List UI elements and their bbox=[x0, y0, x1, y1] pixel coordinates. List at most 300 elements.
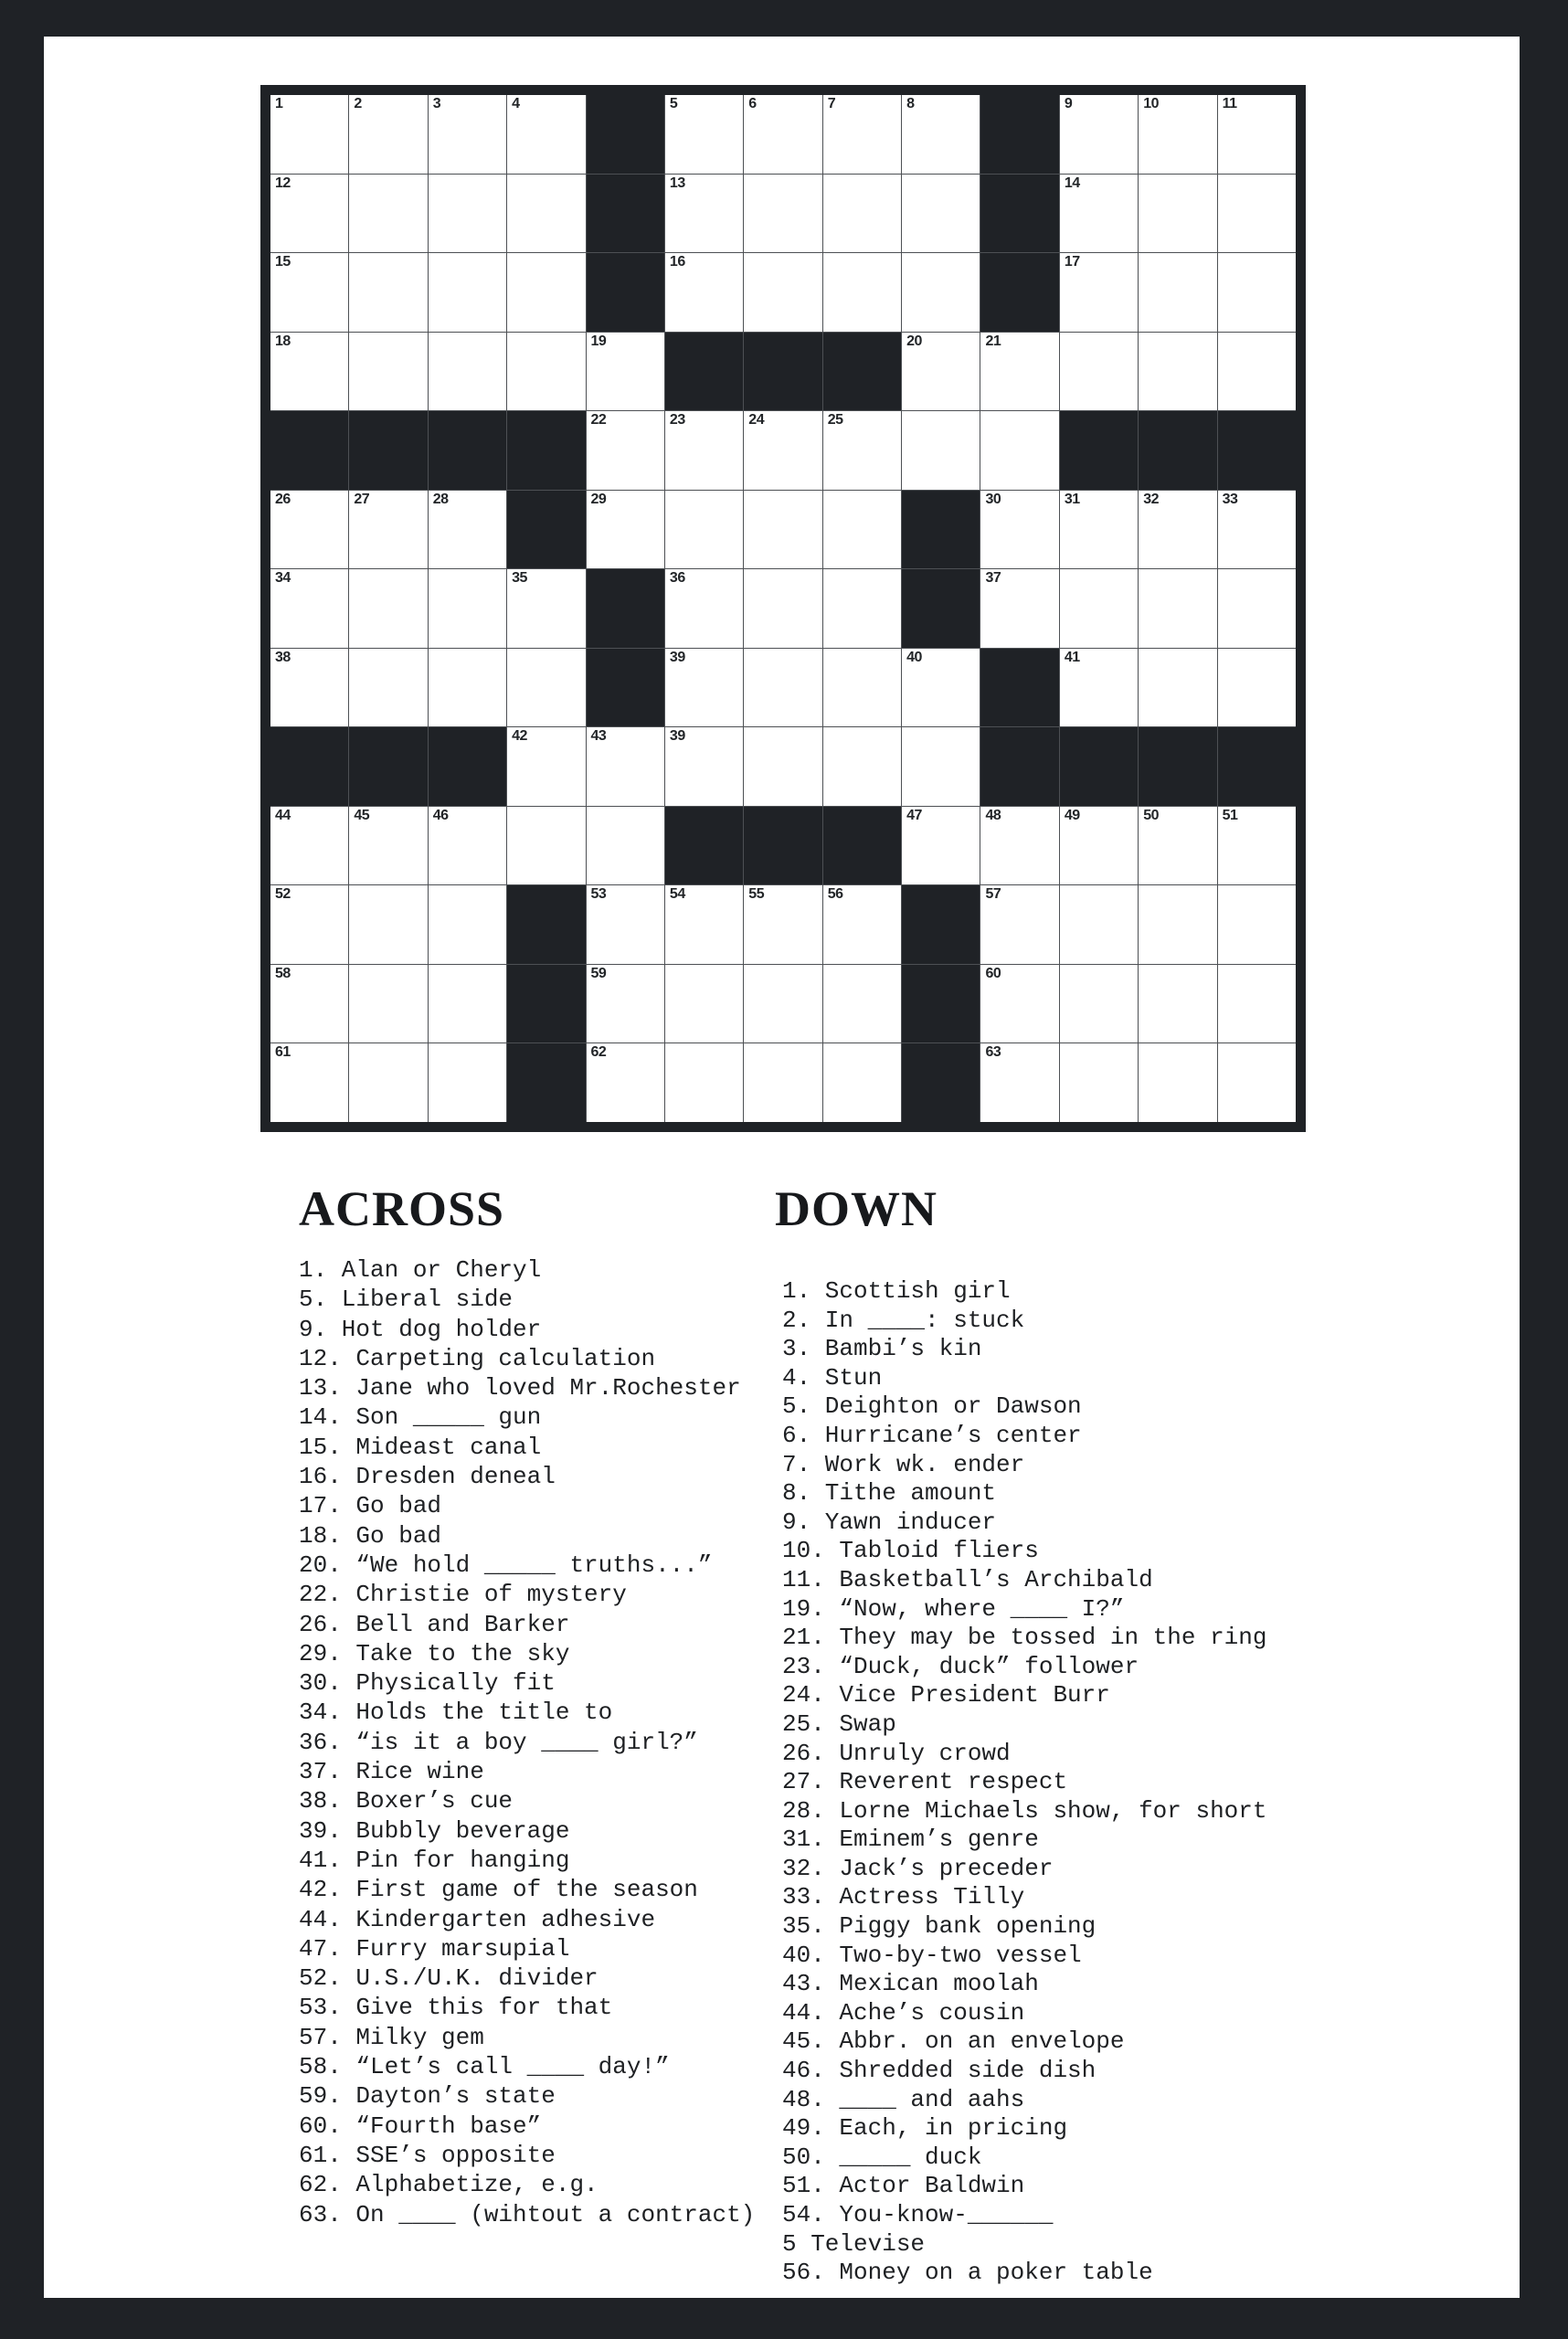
grid-cell[interactable] bbox=[270, 253, 348, 332]
cell-number: 44 bbox=[275, 807, 291, 823]
black-cell bbox=[270, 411, 348, 490]
black-cell bbox=[429, 411, 506, 490]
grid-cell[interactable] bbox=[587, 411, 664, 490]
across-clue: 17. Go bad bbox=[299, 1492, 442, 1520]
black-cell bbox=[507, 965, 585, 1043]
grid-cell[interactable] bbox=[665, 411, 743, 490]
across-clue: 60. “Fourth base” bbox=[299, 2111, 542, 2140]
cell-number: 55 bbox=[748, 886, 765, 903]
down-clue: 49. Each, in pricing bbox=[782, 2114, 1068, 2143]
grid-cell[interactable] bbox=[665, 569, 743, 648]
grid-cell[interactable] bbox=[1218, 95, 1296, 174]
grid-cell[interactable] bbox=[429, 965, 506, 1043]
cell-number: 59 bbox=[590, 965, 607, 981]
grid-cell[interactable] bbox=[349, 253, 427, 332]
down-clue: 43. Mexican moolah bbox=[782, 1970, 1039, 1998]
grid-cell[interactable] bbox=[587, 807, 664, 885]
grid-cell[interactable] bbox=[980, 965, 1058, 1043]
cell-number: 43 bbox=[590, 728, 607, 745]
down-clue: 48. ____ and aahs bbox=[782, 2085, 1025, 2113]
black-cell bbox=[980, 175, 1058, 253]
cell-number: 53 bbox=[590, 886, 607, 903]
cell-number: 7 bbox=[827, 96, 836, 111]
across-clue: 42. First game of the season bbox=[299, 1876, 698, 1904]
across-clue: 47. Furry marsupial bbox=[299, 1934, 570, 1963]
grid-cell[interactable] bbox=[429, 175, 506, 253]
grid-cell[interactable] bbox=[1218, 333, 1296, 411]
across-clue: 39. Bubbly beverage bbox=[299, 1816, 570, 1845]
across-clue: 38. Boxer’s cue bbox=[299, 1787, 514, 1815]
grid-cell[interactable] bbox=[1060, 175, 1138, 253]
cell-number: 62 bbox=[590, 1044, 607, 1061]
across-clue: 26. Bell and Barker bbox=[299, 1610, 570, 1638]
across-clue: 37. Rice wine bbox=[299, 1758, 484, 1786]
grid-cell[interactable] bbox=[744, 1043, 821, 1122]
grid-cell[interactable] bbox=[587, 333, 664, 411]
cell-number: 26 bbox=[275, 491, 291, 507]
grid-cell[interactable] bbox=[349, 95, 427, 174]
cell-number: 17 bbox=[1064, 254, 1080, 270]
across-clue: 63. On ____ (wihtout a contract) bbox=[299, 2200, 756, 2228]
grid-cell[interactable] bbox=[665, 175, 743, 253]
grid-cell[interactable] bbox=[349, 333, 427, 411]
black-cell bbox=[587, 253, 664, 332]
black-cell bbox=[507, 885, 585, 964]
grid-cell[interactable] bbox=[1139, 569, 1216, 648]
grid-cell[interactable] bbox=[1218, 1043, 1296, 1122]
black-cell bbox=[902, 491, 980, 569]
grid-cell[interactable] bbox=[980, 885, 1058, 964]
grid-cell[interactable] bbox=[429, 491, 506, 569]
crossword-grid-cells bbox=[270, 95, 1296, 1122]
grid-cell[interactable] bbox=[507, 727, 585, 806]
black-cell bbox=[980, 727, 1058, 806]
cell-number: 15 bbox=[275, 254, 291, 270]
down-clue: 28. Lorne Michaels show, for short bbox=[782, 1796, 1267, 1825]
grid-cell[interactable] bbox=[587, 1043, 664, 1122]
down-clue: 7. Work wk. ender bbox=[782, 1450, 1025, 1478]
cell-number: 10 bbox=[1143, 96, 1160, 111]
down-clue: 8. Tithe amount bbox=[782, 1479, 997, 1508]
cell-number: 20 bbox=[906, 333, 922, 349]
grid-cell[interactable] bbox=[902, 807, 980, 885]
grid-cell[interactable] bbox=[429, 569, 506, 648]
cell-number: 29 bbox=[590, 491, 607, 507]
grid-cell[interactable] bbox=[587, 727, 664, 806]
grid-cell[interactable] bbox=[1139, 885, 1216, 964]
cell-number: 3 bbox=[432, 96, 441, 111]
across-clue: 36. “is it a boy ____ girl?” bbox=[299, 1728, 698, 1756]
across-heading: ACROSS bbox=[299, 1181, 505, 1236]
grid-cell[interactable] bbox=[902, 253, 980, 332]
grid-cell[interactable] bbox=[744, 649, 821, 727]
grid-cell[interactable] bbox=[980, 333, 1058, 411]
grid-cell[interactable] bbox=[665, 95, 743, 174]
cell-number: 45 bbox=[354, 807, 370, 823]
across-clue: 15. Mideast canal bbox=[299, 1433, 542, 1461]
black-cell bbox=[270, 727, 348, 806]
grid-cell[interactable] bbox=[587, 885, 664, 964]
grid-cell[interactable] bbox=[1060, 333, 1138, 411]
grid-cell[interactable] bbox=[587, 491, 664, 569]
grid-cell[interactable] bbox=[429, 333, 506, 411]
across-clue: 9. Hot dog holder bbox=[299, 1315, 542, 1343]
cell-number: 34 bbox=[275, 570, 291, 587]
grid-cell[interactable] bbox=[270, 965, 348, 1043]
grid-cell[interactable] bbox=[902, 649, 980, 727]
across-clue: 12. Carpeting calculation bbox=[299, 1344, 656, 1372]
grid-cell[interactable] bbox=[349, 885, 427, 964]
grid-cell[interactable] bbox=[744, 175, 821, 253]
cell-number: 30 bbox=[985, 491, 1001, 507]
cell-number: 54 bbox=[669, 886, 685, 903]
cell-number: 37 bbox=[985, 570, 1001, 587]
grid-cell[interactable] bbox=[744, 727, 821, 806]
grid-cell[interactable] bbox=[1060, 1043, 1138, 1122]
across-clue: 13. Jane who loved Mr.Rochester bbox=[299, 1374, 741, 1402]
grid-cell[interactable] bbox=[429, 95, 506, 174]
cell-number: 24 bbox=[748, 412, 765, 429]
black-cell bbox=[823, 333, 901, 411]
cell-number: 8 bbox=[906, 96, 915, 111]
cell-number: 56 bbox=[827, 886, 843, 903]
grid-cell[interactable] bbox=[349, 569, 427, 648]
down-clue: 11. Basketball’s Archibald bbox=[782, 1565, 1153, 1593]
across-clue: 58. “Let’s call ____ day!” bbox=[299, 2053, 670, 2081]
cell-number: 52 bbox=[275, 886, 291, 903]
grid-cell[interactable] bbox=[980, 411, 1058, 490]
cell-number: 23 bbox=[669, 412, 685, 429]
grid-cell[interactable] bbox=[823, 253, 901, 332]
down-clue: 5. Deighton or Dawson bbox=[782, 1392, 1082, 1421]
grid-cell[interactable] bbox=[744, 965, 821, 1043]
grid-cell[interactable] bbox=[507, 333, 585, 411]
grid-cell[interactable] bbox=[1218, 885, 1296, 964]
across-clue: 57. Milky gem bbox=[299, 2023, 484, 2051]
grid-cell[interactable] bbox=[823, 1043, 901, 1122]
black-cell bbox=[980, 253, 1058, 332]
across-clue: 16. Dresden deneal bbox=[299, 1463, 556, 1491]
grid-cell[interactable] bbox=[902, 411, 980, 490]
down-clue: 45. Abbr. on an envelope bbox=[782, 2027, 1125, 2056]
cell-number: 33 bbox=[1222, 491, 1238, 507]
grid-cell[interactable] bbox=[744, 569, 821, 648]
grid-cell[interactable] bbox=[1139, 333, 1216, 411]
down-clue: 23. “Duck, duck” follower bbox=[782, 1652, 1139, 1680]
cell-number: 11 bbox=[1222, 96, 1237, 111]
grid-cell[interactable] bbox=[270, 95, 348, 174]
cell-number: 4 bbox=[512, 96, 520, 111]
across-clue: 5. Liberal side bbox=[299, 1286, 514, 1314]
grid-cell[interactable] bbox=[349, 965, 427, 1043]
grid-cell[interactable] bbox=[980, 807, 1058, 885]
grid-cell[interactable] bbox=[349, 649, 427, 727]
grid-cell[interactable] bbox=[349, 807, 427, 885]
down-clue: 27. Reverent respect bbox=[782, 1768, 1068, 1796]
grid-cell[interactable] bbox=[1139, 649, 1216, 727]
cell-number: 21 bbox=[985, 333, 1001, 349]
black-cell bbox=[507, 491, 585, 569]
grid-cell[interactable] bbox=[665, 965, 743, 1043]
cell-number: 58 bbox=[275, 965, 291, 981]
grid-cell[interactable] bbox=[1060, 807, 1138, 885]
grid-cell[interactable] bbox=[665, 885, 743, 964]
grid-cell[interactable] bbox=[823, 965, 901, 1043]
grid-cell[interactable] bbox=[507, 807, 585, 885]
grid-cell[interactable] bbox=[1060, 95, 1138, 174]
down-clue: 26. Unruly crowd bbox=[782, 1739, 1011, 1767]
down-clue: 19. “Now, where ____ I?” bbox=[782, 1594, 1125, 1623]
grid-cell[interactable] bbox=[1060, 491, 1138, 569]
down-clue: 32. Jack’s preceder bbox=[782, 1854, 1054, 1882]
grid-cell[interactable] bbox=[507, 569, 585, 648]
grid-cell[interactable] bbox=[270, 807, 348, 885]
grid-cell[interactable] bbox=[902, 175, 980, 253]
down-clue: 1. Scottish girl bbox=[782, 1277, 1011, 1305]
across-clue: 18. Go bad bbox=[299, 1521, 442, 1550]
black-cell bbox=[1218, 411, 1296, 490]
black-cell bbox=[429, 727, 506, 806]
cell-number: 36 bbox=[669, 570, 685, 587]
grid-cell[interactable] bbox=[270, 175, 348, 253]
black-cell bbox=[980, 649, 1058, 727]
grid-cell[interactable] bbox=[823, 491, 901, 569]
down-clue: 31. Eminem’s genre bbox=[782, 1826, 1039, 1854]
down-clue: 2. In ____: stuck bbox=[782, 1306, 1025, 1334]
grid-cell[interactable] bbox=[1218, 491, 1296, 569]
grid-cell[interactable] bbox=[507, 95, 585, 174]
grid-cell[interactable] bbox=[1218, 965, 1296, 1043]
cell-number: 47 bbox=[906, 807, 922, 823]
cell-number: 57 bbox=[985, 886, 1001, 903]
across-clue: 30. Physically fit bbox=[299, 1669, 556, 1698]
cell-number: 14 bbox=[1064, 175, 1080, 191]
grid-cell[interactable] bbox=[744, 95, 821, 174]
across-clue: 29. Take to the sky bbox=[299, 1639, 570, 1667]
grid-cell[interactable] bbox=[1218, 807, 1296, 885]
grid-cell[interactable] bbox=[1139, 491, 1216, 569]
cell-number: 51 bbox=[1222, 807, 1238, 823]
down-clue: 6. Hurricane’s center bbox=[782, 1421, 1082, 1449]
grid-cell[interactable] bbox=[1218, 175, 1296, 253]
down-clue: 46. Shredded side dish bbox=[782, 2057, 1097, 2085]
down-clue: 9. Yawn inducer bbox=[782, 1508, 997, 1536]
black-cell bbox=[507, 1043, 585, 1122]
grid-cell[interactable] bbox=[744, 885, 821, 964]
grid-cell[interactable] bbox=[1139, 253, 1216, 332]
grid-cell[interactable] bbox=[429, 807, 506, 885]
grid-cell[interactable] bbox=[429, 649, 506, 727]
cell-number: 13 bbox=[669, 175, 685, 191]
cell-number: 32 bbox=[1143, 491, 1160, 507]
grid-cell[interactable] bbox=[1060, 253, 1138, 332]
black-cell bbox=[1139, 727, 1216, 806]
cell-number: 39 bbox=[669, 649, 685, 665]
black-cell bbox=[1060, 727, 1138, 806]
grid-cell[interactable] bbox=[270, 1043, 348, 1122]
grid-cell[interactable] bbox=[349, 1043, 427, 1122]
grid-cell[interactable] bbox=[1060, 569, 1138, 648]
down-clue: 10. Tabloid fliers bbox=[782, 1537, 1039, 1565]
cell-number: 22 bbox=[590, 412, 607, 429]
cell-number: 19 bbox=[590, 333, 607, 349]
grid-cell[interactable] bbox=[429, 885, 506, 964]
black-cell bbox=[1139, 411, 1216, 490]
grid-cell[interactable] bbox=[587, 965, 664, 1043]
grid-cell[interactable] bbox=[823, 95, 901, 174]
across-clue: 34. Holds the title to bbox=[299, 1699, 613, 1727]
grid-cell[interactable] bbox=[1218, 253, 1296, 332]
black-cell bbox=[823, 807, 901, 885]
cell-number: 2 bbox=[354, 96, 362, 111]
grid-cell[interactable] bbox=[1218, 649, 1296, 727]
grid-cell[interactable] bbox=[507, 175, 585, 253]
grid-cell[interactable] bbox=[1139, 175, 1216, 253]
across-clue: 61. SSE’s opposite bbox=[299, 2141, 556, 2169]
grid-cell[interactable] bbox=[1218, 569, 1296, 648]
grid-cell[interactable] bbox=[744, 253, 821, 332]
grid-cell[interactable] bbox=[1139, 807, 1216, 885]
down-clue: 3. Bambi’s kin bbox=[782, 1335, 982, 1363]
grid-cell[interactable] bbox=[823, 885, 901, 964]
down-clue: 54. You-know-______ bbox=[782, 2201, 1054, 2228]
black-cell bbox=[665, 333, 743, 411]
cell-number: 27 bbox=[354, 491, 370, 507]
down-clue: 56. Money on a poker table bbox=[782, 2259, 1153, 2287]
across-clue: 41. Pin for hanging bbox=[299, 1846, 570, 1874]
black-cell bbox=[587, 649, 664, 727]
cell-number: 6 bbox=[748, 96, 757, 111]
grid-cell[interactable] bbox=[1060, 885, 1138, 964]
cell-number: 42 bbox=[512, 728, 527, 745]
grid-cell[interactable] bbox=[980, 1043, 1058, 1122]
across-clue: 59. Dayton’s state bbox=[299, 2082, 556, 2111]
grid-cell[interactable] bbox=[1139, 95, 1216, 174]
grid-cell[interactable] bbox=[823, 649, 901, 727]
black-cell bbox=[587, 175, 664, 253]
across-clue: 20. “We hold _____ truths...” bbox=[299, 1551, 713, 1579]
grid-cell[interactable] bbox=[980, 569, 1058, 648]
across-clue: 44. Kindergarten adhesive bbox=[299, 1905, 656, 1933]
across-clue: 1. Alan or Cheryl bbox=[299, 1256, 542, 1284]
grid-cell[interactable] bbox=[507, 253, 585, 332]
cell-number: 40 bbox=[906, 649, 922, 665]
cell-number: 1 bbox=[275, 96, 283, 111]
black-cell bbox=[980, 95, 1058, 174]
grid-cell[interactable] bbox=[270, 333, 348, 411]
down-clue: 51. Actor Baldwin bbox=[782, 2172, 1025, 2200]
down-clue: 33. Actress Tilly bbox=[782, 1883, 1025, 1911]
cell-number: 12 bbox=[275, 175, 291, 191]
cell-number: 5 bbox=[669, 96, 678, 111]
across-clue: 53. Give this for that bbox=[299, 1994, 613, 2022]
cell-number: 39 bbox=[669, 728, 685, 745]
grid-cell[interactable] bbox=[429, 253, 506, 332]
cell-number: 61 bbox=[275, 1044, 291, 1061]
grid-cell[interactable] bbox=[902, 727, 980, 806]
grid-cell[interactable] bbox=[1060, 965, 1138, 1043]
black-cell bbox=[902, 965, 980, 1043]
down-clue-list bbox=[782, 1277, 1267, 2288]
grid-cell[interactable] bbox=[744, 411, 821, 490]
black-cell bbox=[744, 807, 821, 885]
grid-cell[interactable] bbox=[980, 491, 1058, 569]
cell-number: 50 bbox=[1143, 807, 1160, 823]
grid-cell[interactable] bbox=[429, 1043, 506, 1122]
cell-number: 25 bbox=[827, 412, 843, 429]
down-clue: 24. Vice President Burr bbox=[782, 1681, 1110, 1709]
black-cell bbox=[349, 727, 427, 806]
down-clue: 25. Swap bbox=[782, 1709, 896, 1738]
grid-cell[interactable] bbox=[823, 727, 901, 806]
black-cell bbox=[902, 569, 980, 648]
cell-number: 35 bbox=[512, 570, 527, 587]
grid-cell[interactable] bbox=[349, 175, 427, 253]
grid-cell[interactable] bbox=[1139, 1043, 1216, 1122]
black-cell bbox=[902, 1043, 980, 1122]
grid-cell[interactable] bbox=[902, 95, 980, 174]
grid-cell[interactable] bbox=[744, 491, 821, 569]
grid-cell[interactable] bbox=[665, 253, 743, 332]
cell-number: 46 bbox=[432, 807, 449, 823]
grid-cell[interactable] bbox=[270, 885, 348, 964]
grid-cell[interactable] bbox=[349, 491, 427, 569]
cell-number: 41 bbox=[1064, 649, 1080, 665]
grid-cell[interactable] bbox=[270, 649, 348, 727]
across-clue: 62. Alphabetize, e.g. bbox=[299, 2171, 599, 2199]
across-clue: 22. Christie of mystery bbox=[299, 1581, 627, 1609]
across-clue: 52. U.S./U.K. divider bbox=[299, 1964, 599, 1993]
cell-number: 63 bbox=[985, 1044, 1001, 1061]
black-cell bbox=[349, 411, 427, 490]
grid-cell[interactable] bbox=[665, 649, 743, 727]
grid-cell[interactable] bbox=[1139, 965, 1216, 1043]
cell-number: 28 bbox=[432, 491, 449, 507]
down-clue: 40. Two-by-two vessel bbox=[782, 1941, 1082, 1969]
down-clue: 4. Stun bbox=[782, 1363, 883, 1392]
cell-number: 18 bbox=[275, 333, 291, 349]
cell-number: 9 bbox=[1064, 96, 1073, 111]
cell-number: 60 bbox=[985, 965, 1001, 981]
grid-cell[interactable] bbox=[270, 569, 348, 648]
down-clue: 44. Ache’s cousin bbox=[782, 1998, 1025, 2027]
across-clue-list bbox=[299, 1255, 755, 2229]
down-clue: 21. They may be tossed in the ring bbox=[782, 1624, 1267, 1652]
down-heading: DOWN bbox=[775, 1181, 938, 1236]
black-cell bbox=[902, 885, 980, 964]
black-cell bbox=[587, 95, 664, 174]
black-cell bbox=[1218, 727, 1296, 806]
grid-cell[interactable] bbox=[823, 175, 901, 253]
cell-number: 49 bbox=[1064, 807, 1080, 823]
black-cell bbox=[665, 807, 743, 885]
grid-cell[interactable] bbox=[665, 491, 743, 569]
grid-cell[interactable] bbox=[902, 333, 980, 411]
black-cell bbox=[507, 411, 585, 490]
grid-cell[interactable] bbox=[823, 411, 901, 490]
black-cell bbox=[744, 333, 821, 411]
grid-cell[interactable] bbox=[507, 649, 585, 727]
cell-number: 16 bbox=[669, 254, 685, 270]
down-clue: 50. _____ duck bbox=[782, 2143, 982, 2171]
cell-number: 48 bbox=[985, 807, 1001, 823]
grid-cell[interactable] bbox=[823, 569, 901, 648]
grid-cell[interactable] bbox=[665, 1043, 743, 1122]
grid-cell[interactable] bbox=[665, 727, 743, 806]
grid-cell[interactable] bbox=[270, 491, 348, 569]
grid-cell[interactable] bbox=[1060, 649, 1138, 727]
black-cell bbox=[587, 569, 664, 648]
